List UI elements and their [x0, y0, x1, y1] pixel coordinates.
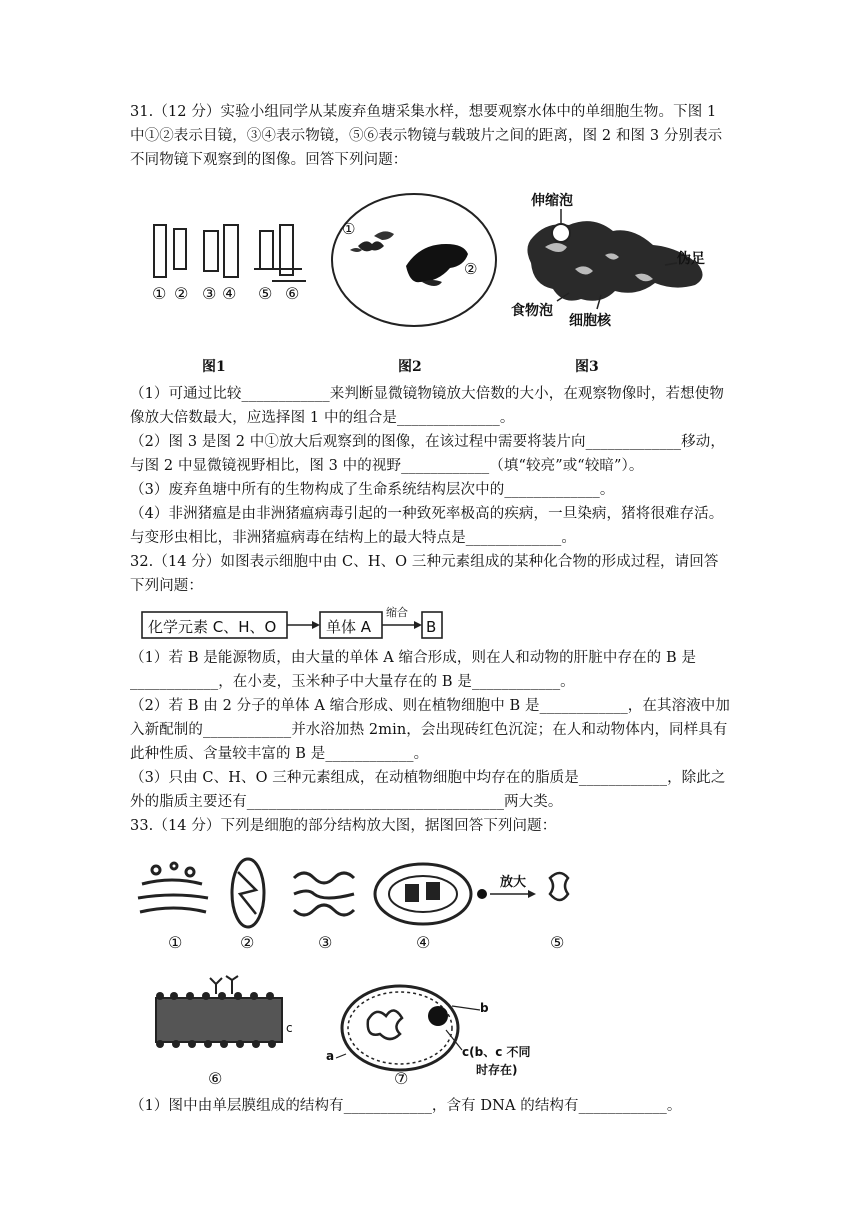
caption-fig2: 图2 [398, 359, 422, 375]
figure-1-lenses [140, 215, 315, 310]
fig3-label-contractile-vacuole: 伸缩泡 [531, 193, 573, 209]
annot-b: b [480, 1001, 489, 1015]
fig1-label-1: ① [152, 284, 167, 303]
fig3-label-food-vacuole: 食物泡 [511, 303, 553, 319]
caption-fig3: 图3 [575, 359, 599, 375]
figure-cell-structures-row2 [140, 968, 560, 1093]
structure-label-5: ⑤ [550, 933, 565, 952]
q31-sub3: （3）废弃鱼塘中所有的生物构成了生命系统结构层次中的_____________。 [130, 482, 615, 498]
structure-label-4: ④ [416, 933, 431, 952]
annot-c-line2: 时存在) [476, 1063, 518, 1077]
structure-label-2: ② [240, 933, 255, 952]
q31-sub2: （2）图 3 是图 2 中①放大后观察到的图像，在该过程中需要将装片向_____________移动，与图 2 中显微镜视野相比，图 3 中的视野____________（填“较亮”或“较暗”）。 [130, 434, 725, 474]
q31-sub4: （4）非洲猪瘟是由非洲猪瘟病毒引起的一种致死率极高的疾病，一旦染病，猪将很难存活。与变形虫相比，非洲猪瘟病毒在结构上的最大特点是_____________。 [130, 506, 724, 546]
flow-diagram [140, 604, 450, 644]
figure-2-field-of-view [328, 190, 500, 330]
caption-fig1: 图1 [202, 359, 226, 375]
structure-label-1: ① [168, 933, 183, 952]
annot-a: a [326, 1049, 335, 1063]
fig3-label-pseudopod: 伪足 [677, 251, 705, 267]
figure-3-amoeba [505, 185, 725, 335]
q31-sub1: （1）可通过比较____________来判断显微镜物镜放大倍数的大小，在观察物像时，若想使物像放大倍数最大，应选择图 1 中的组合是______________。 [130, 386, 724, 426]
fig1-label-5: ⑤ [258, 284, 273, 303]
figure-cell-structures-row1 [130, 848, 590, 958]
q32-sub3: （3）只由 C、H、O 三种元素组成，在动植物细胞中均存在的脂质是____________，除此之外的脂质主要还有___________________________________两大类。 [130, 770, 726, 810]
fig1-label-6: ⑥ [285, 284, 300, 303]
flow-arrow-label: 缩合 [386, 606, 408, 619]
structure-label-7: ⑦ [394, 1069, 409, 1088]
fig2-label-1: ① [342, 220, 356, 238]
annot-c-line1: c(b、c 不同 [462, 1045, 531, 1059]
fig1-label-2: ② [174, 284, 189, 303]
structure-label-3: ③ [318, 933, 333, 952]
flow-box-monomer: 单体 A [326, 618, 372, 636]
fig2-label-2: ② [464, 260, 478, 278]
q32-stem: 32.（14 分）如图表示细胞中由 C、H、O 三种元素组成的某种化合物的形成过程，请回答下列问题： [130, 554, 719, 594]
q33-sub1: （1）图中由单层膜组成的结构有____________，含有 DNA 的结构有____________。 [130, 1098, 682, 1114]
fig1-label-4: ④ [222, 284, 237, 303]
fig1-label-3: ③ [202, 284, 217, 303]
annot-c-membrane: c [286, 1021, 293, 1035]
enlarge-label: 放大 [500, 875, 527, 890]
q32-sub2: （2）若 B 由 2 分子的单体 A 缩合形成、则在植物细胞中 B 是____________，在其溶液中加入新配制的____________并水浴加热 2min，会出现砖红色沉淀；在人和动物体内，同样具有此种性质、含量较丰富的 B 是____________。 [130, 698, 731, 762]
fig3-label-nucleus: 细胞核 [569, 313, 611, 329]
q31-stem: 31.（12 分）实验小组同学从某废弃鱼塘采集水样，想要观察水体中的单细胞生物。下图 1 中①②表示目镜，③④表示物镜，⑤⑥表示物镜与载玻片之间的距离，图 2 和图 3 分别表示不同物镜下观察到的图像。回答下列问题： [130, 104, 723, 168]
q33-stem: 33.（14 分）下列是细胞的部分结构放大图，据图回答下列问题： [130, 818, 557, 834]
structure-label-6: ⑥ [208, 1069, 223, 1088]
flow-box-elements: 化学元素 C、H、O [148, 618, 277, 636]
flow-box-b: B [426, 618, 437, 636]
q32-sub1: （1）若 B 是能源物质，由大量的单体 A 缩合形成，则在人和动物的肝脏中存在的 B 是____________，在小麦，玉米种子中大量存在的 B 是____________。 [130, 650, 697, 690]
